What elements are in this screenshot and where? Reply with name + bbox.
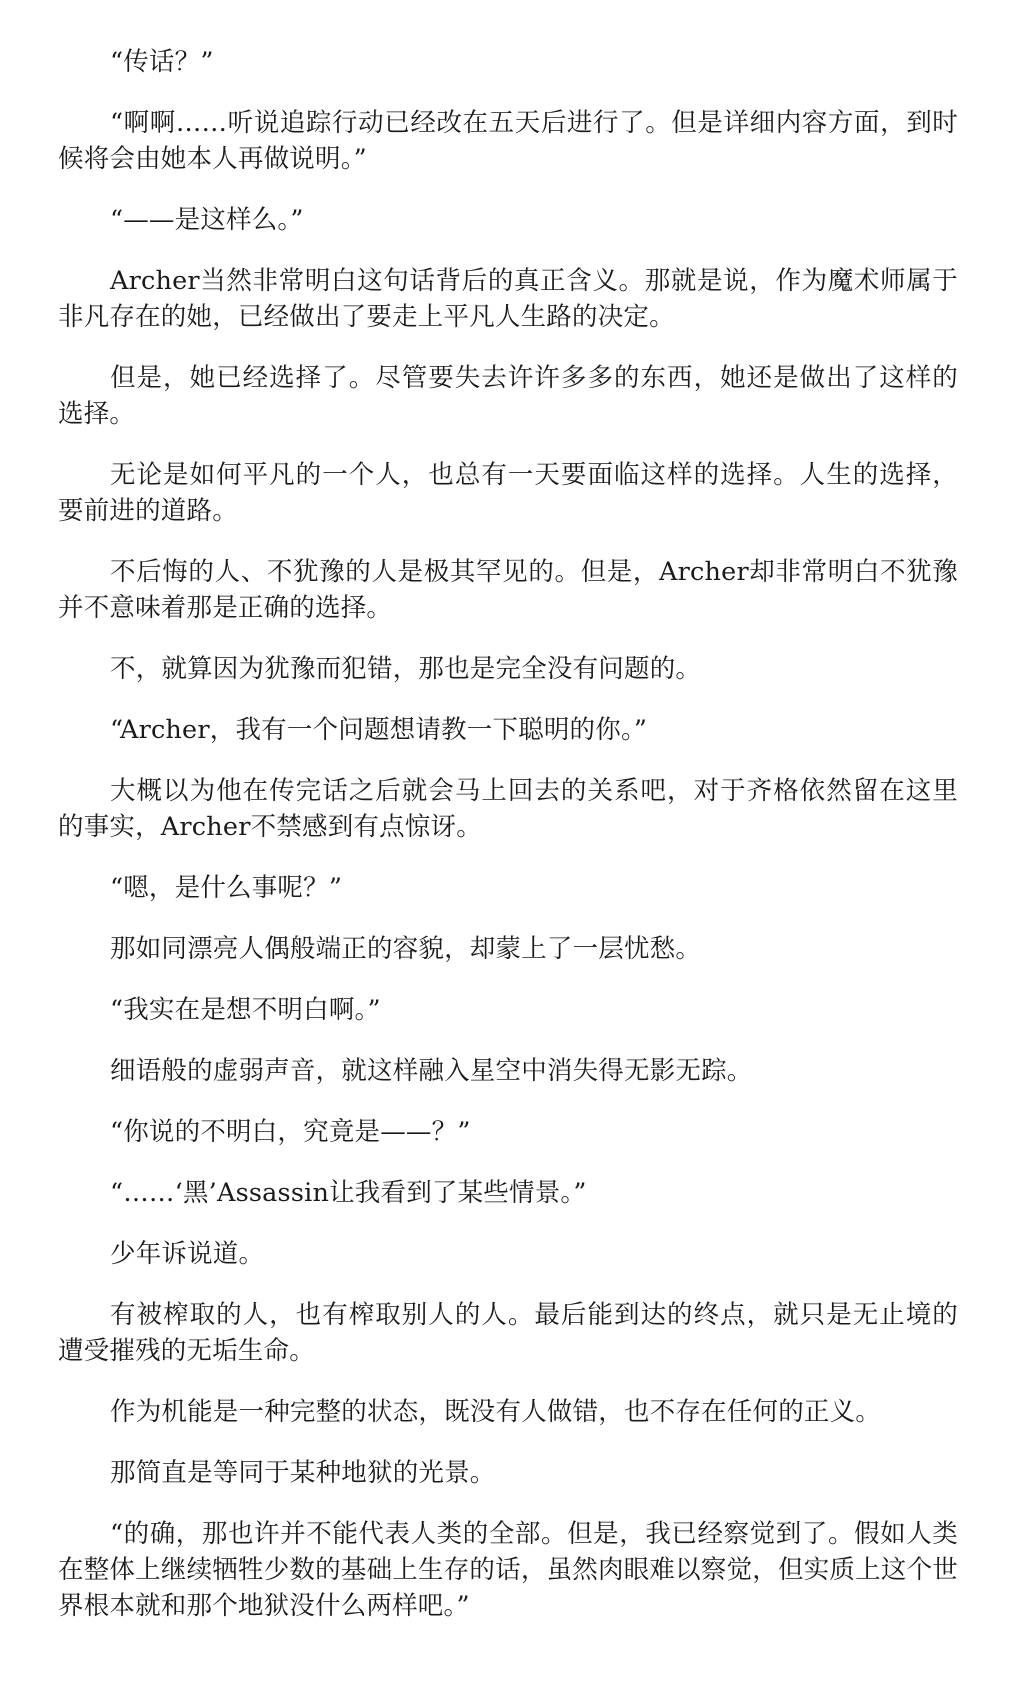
paragraph: “传话？”	[110, 47, 214, 77]
paragraph: “——是这样么。”	[110, 205, 304, 235]
paragraph: “啊啊……听说追踪行动已经改在五天后进行了。但是详细内容方面，到时候将会由她本人再做说明。”	[58, 108, 958, 174]
paragraph: “嗯，是什么事呢？”	[110, 873, 343, 903]
paragraph: 有被榨取的人，也有榨取别人的人。最后能到达的终点，就只是无止境的遭受摧残的无垢生命。	[58, 1300, 958, 1366]
paragraph: 少年诉说道。	[110, 1239, 265, 1269]
paragraph: 大概以为他在传完话之后就会马上回去的关系吧，对于齐格依然留在这里的事实，Archer不禁感到有点惊讶。	[58, 776, 958, 842]
paragraph: 细语般的虚弱声音，就这样融入星空中消失得无影无踪。	[110, 1056, 753, 1086]
paragraph: “的确，那也许并不能代表人类的全部。但是，我已经察觉到了。假如人类在整体上继续牺牲少数的基础上生存的话，虽然肉眼难以察觉，但实质上这个世界根本就和那个地狱没什么两样吧。”	[58, 1519, 958, 1621]
paragraph: 作为机能是一种完整的状态，既没有人做错，也不存在任何的正义。	[110, 1397, 882, 1427]
paragraph: 无论是如何平凡的一个人，也总有一天要面临这样的选择。人生的选择，要前进的道路。	[58, 460, 958, 526]
paragraph: 但是，她已经选择了。尽管要失去许许多多的东西，她还是做出了这样的选择。	[58, 363, 958, 429]
paragraph: “我实在是想不明白啊。”	[110, 995, 381, 1025]
paragraph: 不，就算因为犹豫而犯错，那也是完全没有问题的。	[110, 654, 702, 684]
paragraph: “你说的不明白，究竟是——？”	[110, 1117, 471, 1147]
paragraph: 不后悔的人、不犹豫的人是极其罕见的。但是，Archer却非常明白不犹豫并不意味着那是正确的选择。	[58, 557, 958, 623]
document-page	[58, 44, 958, 1649]
paragraph: Archer当然非常明白这句话背后的真正含义。那就是说，作为魔术师属于非凡存在的她，已经做出了要走上平凡人生路的决定。	[58, 266, 958, 332]
paragraph: 那简直是等同于某种地狱的光景。	[110, 1458, 496, 1488]
paragraph: “Archer，我有一个问题想请教一下聪明的你。”	[110, 715, 648, 745]
paragraph: 那如同漂亮人偶般端正的容貌，却蒙上了一层忧愁。	[110, 934, 702, 964]
paragraph: “……‘黑’Assassin让我看到了某些情景。”	[110, 1178, 587, 1208]
